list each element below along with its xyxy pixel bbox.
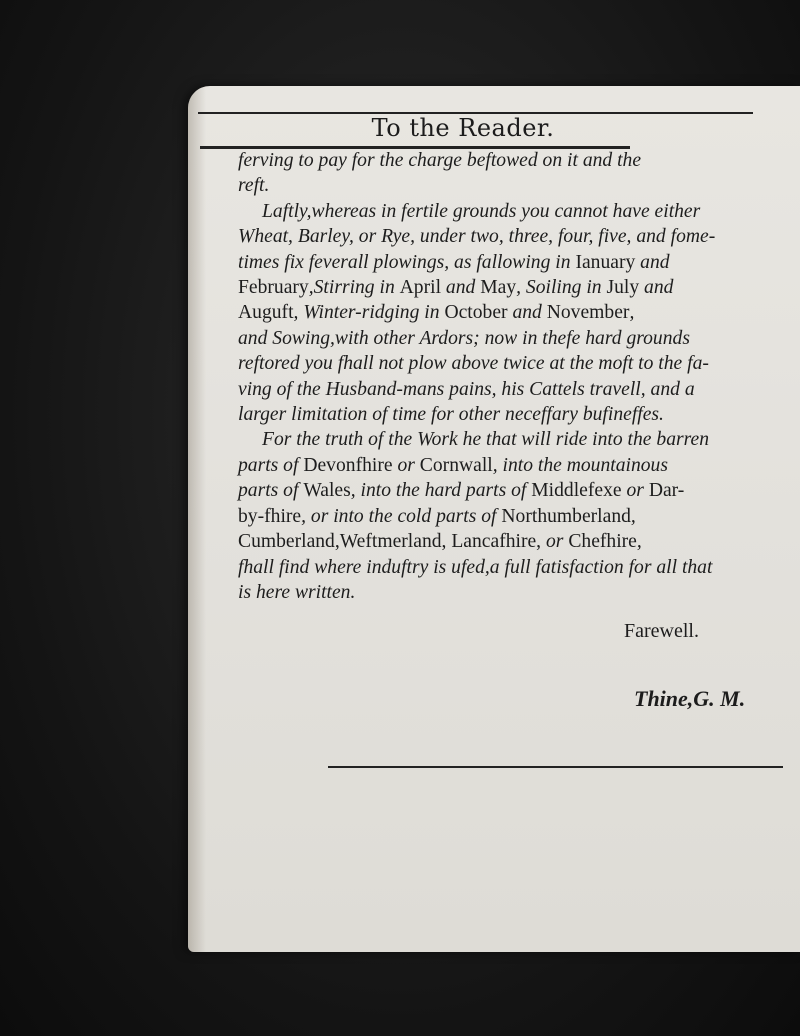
bottom-rule xyxy=(328,766,783,768)
italic-text: , into the hard parts of xyxy=(350,480,532,502)
italic-text: reftored you fhall not plow above twice at the moft to the fa- xyxy=(238,353,709,375)
text-line xyxy=(238,148,793,173)
italic-text: , xyxy=(630,505,636,527)
signature-text: Thine,G. M. xyxy=(634,686,746,711)
italic-text: and xyxy=(507,302,547,324)
italic-text: and xyxy=(441,277,481,299)
running-header: To the Reader. xyxy=(371,114,555,142)
roman-word: October xyxy=(444,302,508,324)
roman-word: Dar- xyxy=(648,480,685,502)
italic-text: , xyxy=(636,531,642,553)
text-line xyxy=(238,275,793,300)
italic-text: , into the mountainous xyxy=(492,454,668,476)
text-line xyxy=(238,173,793,198)
italic-text: reft. xyxy=(238,175,270,197)
roman-word: by-fhire xyxy=(238,505,302,527)
text-line xyxy=(238,377,793,402)
italic-text: Laftly,whereas in fertile grounds you cannot have either xyxy=(262,200,701,222)
roman-word: February xyxy=(238,277,309,299)
italic-text: or xyxy=(621,480,649,502)
italic-text: parts of xyxy=(238,454,304,476)
text-line xyxy=(238,478,793,503)
text-line xyxy=(238,199,793,224)
roman-word: November xyxy=(546,302,630,324)
roman-word: Wales xyxy=(303,480,351,502)
text-line xyxy=(238,300,793,325)
text-line xyxy=(238,250,793,275)
italic-text: ving of the Husband-mans pains, his Cattels travell, and a xyxy=(238,378,695,400)
italic-text: ,Stirring in xyxy=(308,277,400,299)
book-page xyxy=(188,86,800,952)
roman-word: May xyxy=(480,277,517,299)
text-line xyxy=(238,529,793,554)
roman-word: Cumberland,Weftmerland, Lancafhire, xyxy=(238,531,542,553)
text-line xyxy=(238,351,793,376)
italic-text: ferving to pay for the charge beftowed on it and the xyxy=(238,150,642,171)
italic-text: , Soiling in xyxy=(516,277,607,299)
roman-word: April xyxy=(399,277,442,299)
roman-word: Middlefexe xyxy=(531,480,622,502)
roman-word: Northumberland xyxy=(501,505,631,527)
text-line xyxy=(238,580,793,605)
italic-text: or xyxy=(392,454,420,476)
italic-text: , xyxy=(629,302,635,324)
roman-word: Devonfhire xyxy=(303,454,393,476)
italic-text: , or into the cold parts of xyxy=(301,505,502,527)
text-line xyxy=(238,504,793,529)
farewell-text: Farewell. xyxy=(624,620,699,642)
italic-text: For the truth of the Work he that will ride into the barren xyxy=(262,429,710,451)
italic-text: or xyxy=(541,531,569,553)
italic-text: and xyxy=(639,277,674,299)
roman-word: Auguft xyxy=(238,302,294,324)
italic-text: parts of xyxy=(238,480,304,502)
text-line xyxy=(238,224,793,249)
body-text xyxy=(238,148,793,605)
italic-text: is here written. xyxy=(238,581,356,603)
text-line xyxy=(238,453,793,478)
roman-word: July xyxy=(606,277,640,299)
italic-text: and Sowing,with other Ardors; now in thefe hard grounds xyxy=(238,327,690,349)
roman-word: Chefhire xyxy=(568,531,637,553)
roman-word: Ianuary xyxy=(575,251,636,273)
roman-word: Cornwall xyxy=(419,454,493,476)
italic-text: and xyxy=(635,251,670,273)
text-line xyxy=(238,427,793,452)
text-line xyxy=(238,326,793,351)
italic-text: Wheat, Barley, or Rye, under two, three, four, five, and fome- xyxy=(238,226,716,248)
italic-text: fhall find where induftry is ufed,a full fatisfaction for all that xyxy=(238,556,713,578)
text-line xyxy=(238,402,793,427)
italic-text: , Winter-ridging in xyxy=(293,302,445,324)
italic-text: times fix feverall plowings, as fallowing in xyxy=(238,251,576,273)
text-line xyxy=(238,555,793,580)
italic-text: larger limitation of time for other neceffary bufineffes. xyxy=(238,404,664,426)
